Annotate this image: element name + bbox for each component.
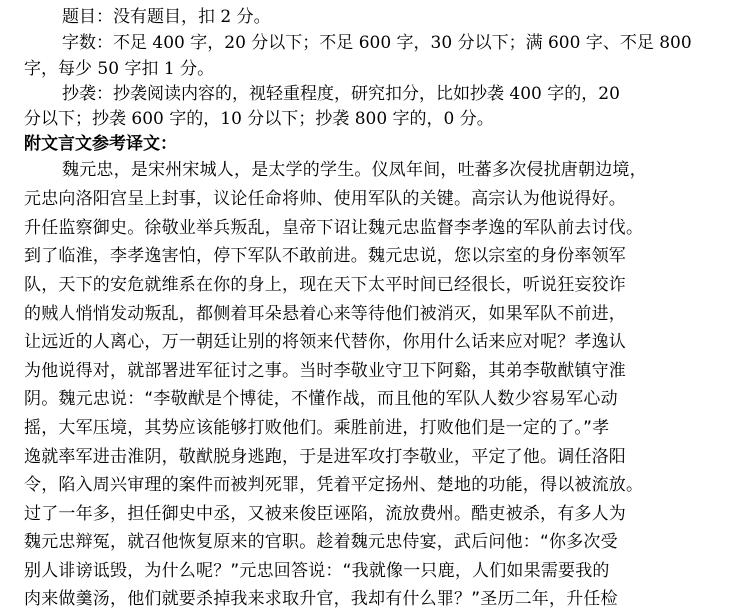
translation-line: 别人诽谤诋毁，为什么呢？”元忠回答说：“我就像一只鹿，人们如果需要我的	[24, 561, 610, 581]
translation-line: 魏元忠，是宋州宋城人，是太学的学生。仪凤年间，吐蕃多次侵扰唐朝边境，	[62, 160, 647, 180]
rubric-line-wordcount: 字数：不足 400 字，20 分以下；不足 600 字，30 分以下；满 600 字、不足 800	[62, 33, 692, 53]
translation-line: 摇，大军压境，其势应该能够打败他们。乘胜前进，打败他们是一定的了。”孝	[24, 418, 610, 438]
translation-line: 到了临淮，李孝逸害怕，停下军队不敢前进。魏元忠说，您以宗室的身份率领军	[24, 246, 626, 266]
translation-line: 逸就率军进击淮阴，敬猷脱身逃跑，于是进军攻打李敬业，平定了他。调任洛阳	[24, 447, 626, 467]
translation-line: 阴。魏元忠说：“李敬猷是个博徒，不懂作战，而且他的军队人数少容易军心动	[24, 389, 618, 409]
translation-line: 让远近的人离心，万一朝廷让别的将领来代替你，你用什么话来应对呢？孝逸认	[24, 332, 626, 352]
section-heading: 附文言文参考译文：	[24, 134, 177, 154]
rubric-line-plagiarism-cont: 分以下；抄袭 600 字的，10 分以下；抄袭 800 字的，0 分。	[24, 109, 494, 129]
translation-line: 过了一年多，担任御史中丞，又被来俊臣诬陷，流放费州。酷吏被杀，有多人为	[24, 504, 626, 524]
rubric-line-plagiarism: 抄袭：抄袭阅读内容的，视轻重程度，研究扣分，比如抄袭 400 字的，20	[62, 84, 620, 104]
translation-line: 升任监察御史。徐敬业举兵叛乱，皇帝下诏让魏元忠监督李孝逸的军队前去讨伐。	[24, 218, 644, 238]
translation-line: 肉来做羹汤，他们就要杀掉我来求取升官，我却有什么罪？”圣历二年，升任检	[24, 589, 618, 609]
translation-line: 为他说得对，就部署进军征讨之事。当时李敬业守卫下阿谿，其弟李敬猷镇守淮	[24, 361, 626, 381]
rubric-line-wordcount-cont: 字，每少 50 字扣 1 分。	[24, 59, 215, 79]
translation-line: 队，天下的安危就维系在你的身上，现在天下太平时间已经很长，听说狂妄狡诈	[24, 275, 626, 295]
translation-line: 的贼人悄悄发动叛乱，都侧着耳朵悬着心来等待他们被消灭，如果军队不前进，	[24, 304, 626, 324]
translation-line: 魏元忠辩冤，就召他恢复原来的官职。趁着魏元忠侍宴，武后问他：“你多次受	[24, 532, 618, 552]
translation-line: 元忠向洛阳宫呈上封事，议论任命将帅、使用军队的关键。高宗认为他说得好。	[24, 189, 626, 209]
translation-line: 令，陷入周兴审理的案件而被判死罪，凭着平定扬州、楚地的功能，得以被流放。	[24, 475, 644, 495]
rubric-line-title: 题目：没有题目，扣 2 分。	[62, 7, 271, 27]
